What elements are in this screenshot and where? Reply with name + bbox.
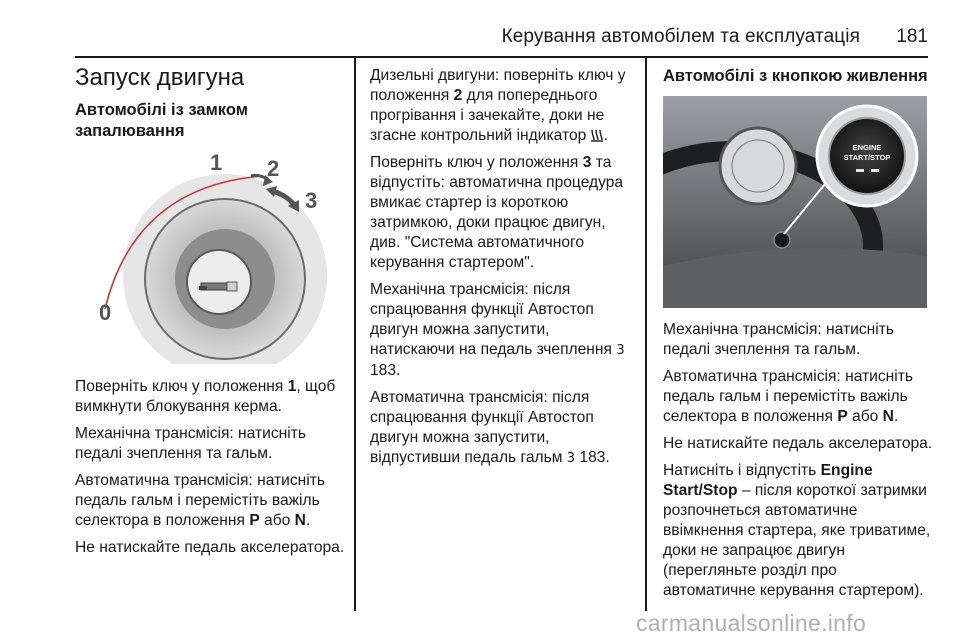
left-paragraph-4: Не натискайте педаль акселератора.	[75, 539, 345, 556]
subsection-title-ignition-lock: Автомобілі із замком запалювання	[75, 101, 248, 140]
right-column-text	[663, 320, 933, 608]
middle-paragraph-1: Дизельні двигуни: поверніть ключ у положення 2 для попереднього прогрівання і зачекайте, доки не згасне контрольний індикатор .	[370, 67, 626, 144]
position-label-3: 3	[305, 188, 318, 213]
header-rule	[75, 56, 928, 58]
middle-paragraph-3: Механічна трансмісія: після спрацювання функції Автостоп двигун можна запустити, натискаючи на педаль зчеплення 3 183.	[370, 281, 625, 379]
position-label-2: 2	[267, 156, 280, 181]
page-reference-arrow: 3	[616, 343, 625, 358]
right-paragraph-4: Натисніть і відпустіть Engine Start/Stop – після короткої затримки розпочнеться автоматичне ввімкнення стартера, яке триватиме, доки не запрацює двигун (перегляньте розділ про автоматичне керування стартером).	[663, 462, 931, 599]
position-label-0: 0	[99, 300, 112, 325]
ignition-lock-drawing	[75, 146, 343, 364]
left-paragraph-1: Поверніть ключ у положення 1, щоб вимкнути блокування керма.	[75, 378, 336, 415]
right-paragraph-1: Механічна трансмісія: натисніть педалі зчеплення та гальм.	[663, 321, 894, 358]
start-button-actual	[774, 232, 790, 248]
section-title: Запуск двигуна	[75, 64, 245, 91]
glow-plug-indicator-icon	[591, 128, 604, 142]
lock-cylinder	[187, 250, 251, 314]
watermark: carmanualsonline.info	[636, 610, 867, 636]
right-paragraph-2: Автоматична трансмісія: натисніть педаль гальм і перемістіть важіль селектора в положення P або N.	[663, 368, 914, 425]
button-label-line2: START/STOP	[843, 153, 891, 162]
middle-paragraph-4: Автоматична трансмісія: після спрацювання функції Автостоп двигун можна запустити, відпустивши педаль гальм 3 183.	[370, 389, 610, 466]
page-number: 181	[896, 26, 928, 47]
page-reference-arrow: 3	[566, 451, 576, 466]
button-label-line1: ENGINE	[852, 143, 882, 152]
running-header: Керування автомобілем та експлуатація	[501, 26, 860, 47]
subsection-title-power-button: Автомобілі з кнопкою живлення	[663, 67, 928, 85]
middle-paragraph-2: Поверніть ключ у положення 3 та відпустіть: автоматична процедура вмикає стартер із короткою затримкою, доки працює двигун, див. "Система автоматичного керування стартером".	[370, 154, 624, 271]
position-label-1: 1	[210, 150, 223, 175]
engine-start-button-photo	[663, 96, 927, 308]
left-paragraph-3: Автоматична трансмісія: натисніть педаль гальм і перемістіть важіль селектора в положення P або N.	[75, 472, 326, 529]
right-column	[663, 66, 931, 87]
dashboard-photo-drawing	[663, 96, 927, 308]
ignition-lock-figure	[75, 146, 343, 364]
right-paragraph-3: Не натискайте педаль акселератора.	[663, 435, 933, 452]
left-paragraph-2: Механічна трансмісія: натисніть педалі зчеплення та гальм.	[75, 425, 306, 462]
gauge-left	[720, 128, 796, 204]
button-indicator-left	[856, 169, 864, 172]
column-divider-right	[645, 58, 647, 611]
left-column-text	[75, 377, 351, 565]
key-slot	[199, 282, 237, 291]
button-indicator-right	[871, 169, 879, 172]
middle-column	[370, 66, 638, 476]
left-column	[75, 64, 343, 142]
column-divider-left	[354, 58, 356, 611]
